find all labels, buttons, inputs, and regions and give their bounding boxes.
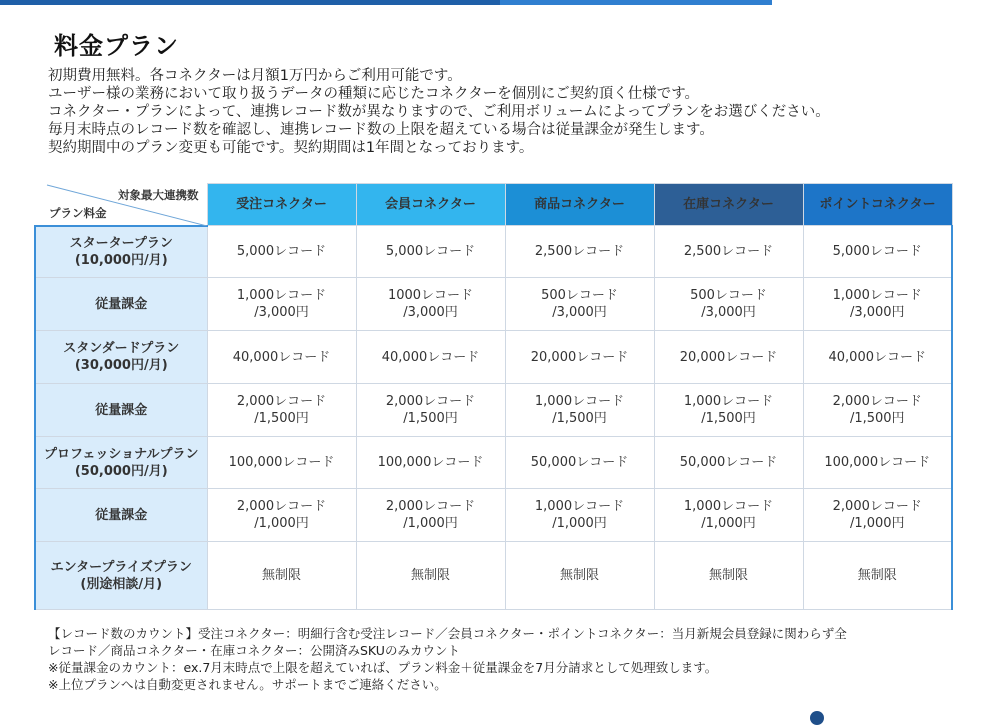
column-header-product-connector: 商品コネクター xyxy=(505,184,654,226)
cell-line: /1,000円 xyxy=(701,516,756,531)
column-header-stock-connector: 在庫コネクター xyxy=(654,184,803,226)
cell-line: 40,000レコード xyxy=(381,349,480,365)
table-row xyxy=(35,437,952,489)
cell-line: /3,000円 xyxy=(403,305,458,320)
table-row xyxy=(35,226,952,278)
row-header-line: スタータープラン xyxy=(69,235,173,251)
table-cell xyxy=(356,226,505,278)
table-cell xyxy=(803,331,952,384)
pricing-table xyxy=(34,183,953,610)
intro-line-5: 契約期間中のプラン変更も可能です。契約期間は1年間となっております。 xyxy=(48,140,534,156)
cell-line: 2,000レコード xyxy=(832,499,922,514)
table-cell xyxy=(803,278,952,331)
table-cell xyxy=(654,278,803,331)
cell-line: 1,000レコード xyxy=(534,499,625,514)
cell-line: /1,500円 xyxy=(403,411,458,426)
table-cell xyxy=(207,437,356,489)
cell-line: 5,000レコード xyxy=(832,244,922,259)
table-cell xyxy=(207,542,356,610)
table-cell xyxy=(505,278,654,331)
cell-line: 5,000レコード xyxy=(236,244,327,259)
row-header-cell xyxy=(35,278,207,331)
cell-line: 1,000レコード xyxy=(683,394,774,409)
row-header-line: (別途相談/月) xyxy=(80,576,163,592)
cell-line: /3,000円 xyxy=(552,305,607,320)
cell-line: 100,000レコード xyxy=(377,455,484,470)
cell-line: 40,000レコード xyxy=(232,349,331,365)
cell-line: /1,000円 xyxy=(849,516,905,531)
footnote-line-3: ※従量課金のカウント：ex.7月末時点で上限を超えていれば、プラン料金＋従量課金を7月分請求として処理致します。 xyxy=(48,660,718,675)
cell-line: 500レコード xyxy=(541,288,618,303)
cell-line: 1000レコード xyxy=(387,288,474,303)
cell-line: 1,000レコード xyxy=(236,288,327,303)
table-cell xyxy=(356,331,505,384)
cell-line: /1,500円 xyxy=(701,411,756,426)
table-cell xyxy=(654,489,803,542)
table-cell xyxy=(654,226,803,278)
cell-line: 無制限 xyxy=(559,568,599,583)
table-cell xyxy=(803,437,952,489)
table-cell xyxy=(207,489,356,542)
cell-line: 50,000レコード xyxy=(530,455,629,470)
table-row xyxy=(35,331,952,384)
cell-line: 500レコード xyxy=(690,288,767,303)
table-cell xyxy=(356,542,505,610)
table-corner-cell xyxy=(35,184,207,226)
table-cell xyxy=(505,542,654,610)
table-cell xyxy=(654,384,803,437)
table-cell xyxy=(356,489,505,542)
table-cell xyxy=(356,278,505,331)
top-accent-bar-primary xyxy=(0,0,500,5)
cell-line: /3,000円 xyxy=(254,305,309,320)
cell-line: 2,500レコード xyxy=(534,244,625,259)
cell-line: /1,000円 xyxy=(254,516,309,531)
intro-line-4: 毎月末時点のレコード数を確認し、連携レコード数の上限を超えている場合は従量課金が発生します。 xyxy=(48,122,714,138)
table-row xyxy=(35,489,952,542)
table-cell xyxy=(803,489,952,542)
cell-line: /1,000円 xyxy=(403,516,458,531)
cell-line: 2,000レコード xyxy=(832,394,922,409)
table-cell xyxy=(803,384,952,437)
cell-line: 1,000レコード xyxy=(832,288,922,303)
table-row xyxy=(35,542,952,610)
table-cell xyxy=(505,489,654,542)
intro-line-3: コネクター・プランによって、連携レコード数が異なりますので、ご利用ボリュームによってプランをお選びください。 xyxy=(48,104,830,120)
cell-line: 無制限 xyxy=(708,568,748,583)
corner-label-plan-price: プラン料金 xyxy=(49,205,107,220)
intro-line-1: 初期費用無料。各コネクターは月額1万円からご利用可能です。 xyxy=(48,68,462,84)
cell-line: 20,000レコード xyxy=(530,349,629,365)
table-cell xyxy=(654,542,803,610)
corner-circle-icon xyxy=(810,711,824,725)
row-header-line: スタンダードプラン xyxy=(63,341,180,356)
cell-line: 2,000レコード xyxy=(236,499,327,514)
row-header-line: (30,000円/月) xyxy=(74,358,168,373)
cell-line: /1,000円 xyxy=(552,516,607,531)
row-header-line: (50,000円/月) xyxy=(74,463,168,479)
cell-line: 無制限 xyxy=(410,568,450,583)
table-cell xyxy=(803,226,952,278)
cell-line: 2,000レコード xyxy=(236,394,327,409)
cell-line: 1,000レコード xyxy=(534,394,625,409)
row-header-line: エンタープライズプラン xyxy=(50,559,192,575)
cell-line: /1,500円 xyxy=(552,411,607,426)
table-cell xyxy=(356,384,505,437)
row-header-cell xyxy=(35,437,207,489)
column-header-member-connector: 会員コネクター xyxy=(356,184,505,226)
footnotes xyxy=(48,625,978,693)
row-header-line: 従量課金 xyxy=(95,402,148,418)
row-header-line: (10,000円/月) xyxy=(74,252,168,268)
row-header-cell xyxy=(35,384,207,437)
row-header-cell xyxy=(35,542,207,610)
cell-line: 40,000レコード xyxy=(828,349,926,365)
top-accent-bar-secondary xyxy=(500,0,772,5)
cell-line: 2,500レコード xyxy=(683,244,774,259)
cell-line: 2,000レコード xyxy=(385,394,476,409)
intro-text xyxy=(48,67,978,157)
row-header-line: 従量課金 xyxy=(95,507,148,523)
page-title: 料金プラン xyxy=(54,32,179,60)
cell-line: 2,000レコード xyxy=(385,499,476,514)
table-cell xyxy=(207,384,356,437)
table-cell xyxy=(505,384,654,437)
table-cell xyxy=(207,226,356,278)
cell-line: /3,000円 xyxy=(849,305,905,320)
cell-line: 50,000レコード xyxy=(679,455,778,470)
table-cell xyxy=(505,437,654,489)
cell-line: /3,000円 xyxy=(701,305,756,320)
corner-label-max-records: 対象最大連携数 xyxy=(118,187,199,202)
cell-line: 20,000レコード xyxy=(679,349,778,365)
table-row xyxy=(35,384,952,437)
footnote-line-1: 【レコード数のカウント】受注コネクター：明細行含む受注レコード／会員コネクター・ポイントコネクター：当月新規会員登録に関わらず全 xyxy=(48,626,847,641)
top-accent-bar xyxy=(0,0,1000,6)
row-header-line: 従量課金 xyxy=(95,296,148,312)
row-header-cell xyxy=(35,331,207,384)
cell-line: 無制限 xyxy=(857,568,897,583)
intro-line-2: ユーザー様の業務において取り扱うデータの種類に応じたコネクターを個別にご契約頂く仕様です。 xyxy=(48,86,700,102)
table-cell xyxy=(803,542,952,610)
table-cell xyxy=(356,437,505,489)
table-cell xyxy=(207,278,356,331)
table-cell xyxy=(505,331,654,384)
table-cell xyxy=(654,437,803,489)
row-header-cell xyxy=(35,489,207,542)
table-cell xyxy=(207,331,356,384)
footnote-line-2: レコード／商品コネクター・在庫コネクター：公開済みSKUのみカウント xyxy=(48,643,460,658)
table-cell xyxy=(505,226,654,278)
row-header-line: プロフェッショナルプラン xyxy=(44,446,199,462)
cell-line: /1,500円 xyxy=(254,411,309,426)
table-header-row xyxy=(35,184,952,226)
cell-line: 1,000レコード xyxy=(683,499,774,514)
footnote-line-4: ※上位プランへは自動変更されません。サポートまでご連絡ください。 xyxy=(48,677,447,692)
pricing-table-body xyxy=(35,226,952,610)
cell-line: 無制限 xyxy=(261,568,301,583)
column-header-point-connector: ポイントコネクター xyxy=(803,184,952,226)
cell-line: 5,000レコード xyxy=(385,244,476,259)
cell-line: 100,000レコード xyxy=(228,455,335,470)
cell-line: 100,000レコード xyxy=(824,455,931,470)
cell-line: /1,500円 xyxy=(849,411,905,426)
column-header-order-connector: 受注コネクター xyxy=(207,184,356,226)
table-cell xyxy=(654,331,803,384)
row-header-cell xyxy=(35,226,207,278)
table-row xyxy=(35,278,952,331)
